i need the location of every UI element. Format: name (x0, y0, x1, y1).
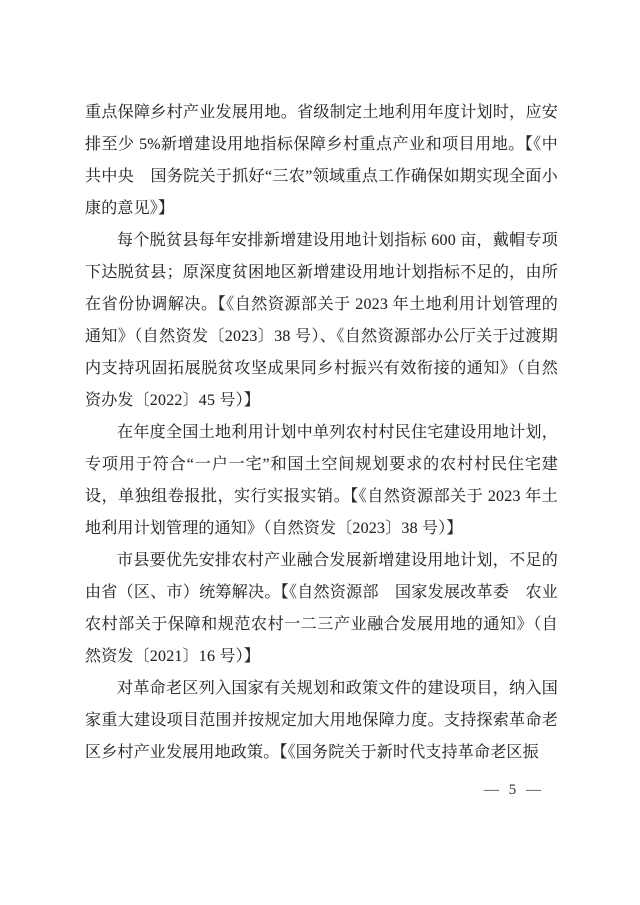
paragraph-2: 每个脱贫县每年安排新增建设用地计划指标 600 亩，戴帽专项下达脱贫县；原深度贫困地区新增建设用地计划指标不足的，由所在省份协调解决。【《自然资源部关于 2023 年土地利用计划管理的通知》（自然资发〔2023〕38 号）、《自然资源部办公厅关于过渡期内支持巩固拓展脱贫攻坚成果同乡村振兴有效衔接的通知》（自然资办发〔2022〕45 号）】 (85, 232, 558, 409)
paragraph-3: 在年度全国土地利用计划中单列农村村民住宅建设用地计划，专项用于符合“一户一宅”和国土空间规划要求的农村村民住宅建设，单独组卷报批，实行实报实销。【《自然资源部关于 2023 年土地利用计划管理的通知》（自然资发〔2023〕38 号）】 (85, 424, 558, 537)
paragraph-5: 对革命老区列入国家有关规划和政策文件的建设项目，纳入国家重大建设项目范围并按规定加大用地保障力度。支持探索革命老区乡村产业发展用地政策。【《国务院关于新时代支持革命老区振 (85, 680, 558, 761)
paragraph-1: 重点保障乡村产业发展用地。省级制定土地利用年度计划时，应安排至少 5%新增建设用地指标保障乡村重点产业和项目用地。【《中共中央 国务院关于抓好“三农”领域重点工作确保如期实现全面小康的意见》】 (85, 104, 558, 217)
page-number: — 5 — (484, 782, 544, 798)
document-body (85, 97, 558, 769)
paragraph-4: 市县要优先安排农村产业融合发展新增建设用地计划，不足的由省（区、市）统筹解决。【《自然资源部 国家发展改革委 农业农村部关于保障和规范农村一二三产业融合发展用地的通知》（自然资发〔2021〕16 号）】 (85, 552, 558, 665)
